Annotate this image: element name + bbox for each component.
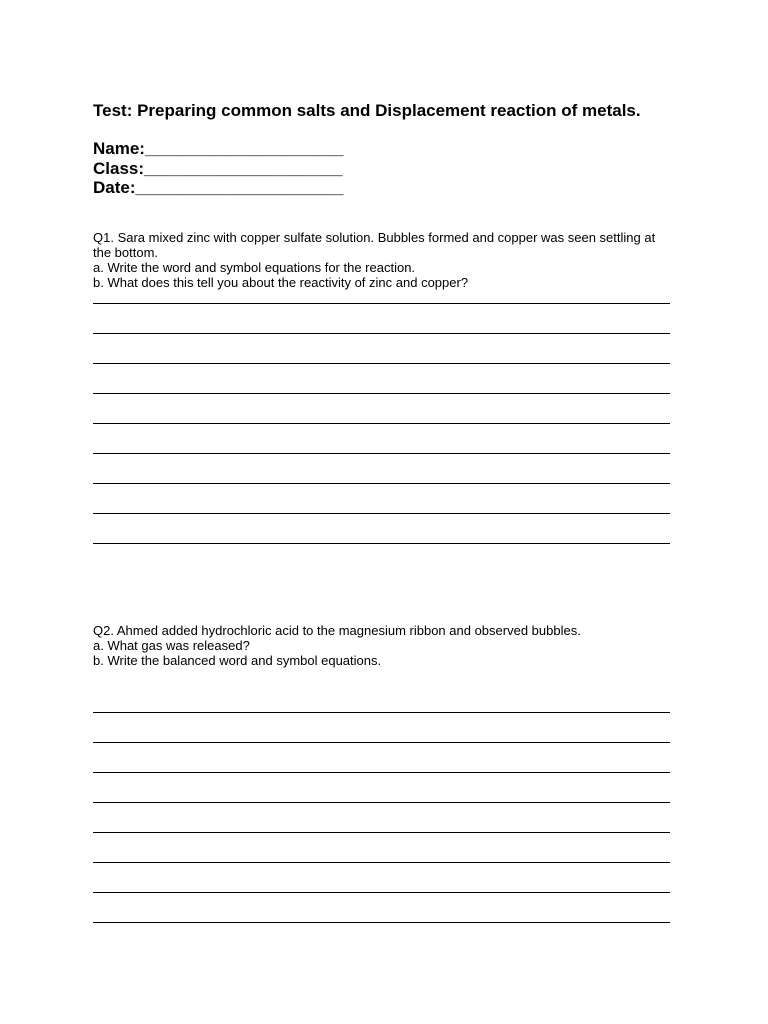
question-1-answer-line[interactable] [93,543,670,544]
name-field[interactable]: Name:_____________________ [93,139,344,158]
question-2-answer-line[interactable] [93,892,670,893]
question-1-answer-line[interactable] [93,393,670,394]
worksheet-page [93,101,670,668]
question-1-answer-line[interactable] [93,333,670,334]
question-2-part-b: b. Write the balanced word and symbol equations. [93,653,382,668]
question-2-part-a: a. What gas was released? [93,638,250,653]
student-info-fields [93,139,670,198]
question-2-answer-line[interactable] [93,742,670,743]
question-2-answer-line[interactable] [93,862,670,863]
class-field[interactable]: Class:_____________________ [93,158,343,178]
question-1-prompt: Q1. Sara mixed zinc with copper sulfate solution. Bubbles formed and copper was seen settling at the bottom. [93,230,656,260]
question-2-answer-line[interactable] [93,712,670,713]
question-1-answer-line[interactable] [93,423,670,424]
question-1-answer-line[interactable] [93,483,670,484]
question-1-part-a: a. Write the word and symbol equations for the reaction. [93,260,416,275]
page-title: Test: Preparing common salts and Displacement reaction of metals. [93,101,641,120]
question-1-part-b: b. What does this tell you about the reactivity of zinc and copper? [93,275,469,290]
question-1-answer-line[interactable] [93,513,670,514]
question-1-answer-line[interactable] [93,363,670,364]
question-2-answer-line[interactable] [93,922,670,923]
question-1-answer-line[interactable] [93,453,670,454]
date-field[interactable]: Date:______________________ [93,178,344,197]
question-2-answer-line[interactable] [93,772,670,773]
question-1-answer-line[interactable] [93,303,670,304]
question-2-answer-line[interactable] [93,802,670,803]
question-1 [93,230,670,290]
question-2-prompt: Q2. Ahmed added hydrochloric acid to the magnesium ribbon and observed bubbles. [93,623,581,638]
question-2-answer-line[interactable] [93,832,670,833]
question-2 [93,623,670,668]
